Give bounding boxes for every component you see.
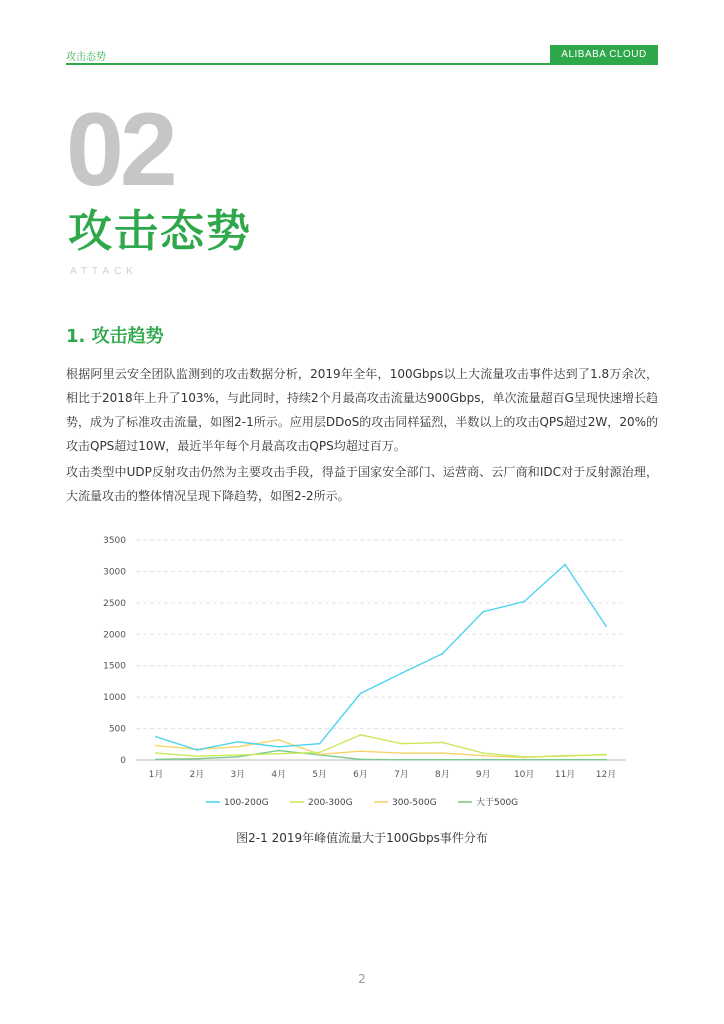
data-point bbox=[523, 601, 525, 603]
data-point bbox=[237, 754, 239, 756]
x-tick-label: 7月 bbox=[394, 770, 409, 780]
data-point bbox=[196, 758, 198, 760]
data-point bbox=[278, 739, 280, 741]
y-tick-label: 2000 bbox=[103, 630, 126, 641]
data-point bbox=[564, 564, 566, 566]
data-point bbox=[441, 653, 443, 655]
data-point bbox=[155, 752, 157, 754]
data-point bbox=[319, 752, 321, 754]
y-tick-label: 0 bbox=[120, 756, 126, 766]
data-point bbox=[482, 611, 484, 613]
data-point bbox=[605, 625, 607, 627]
y-tick-label: 1500 bbox=[103, 661, 126, 672]
data-point bbox=[523, 759, 525, 761]
header-divider bbox=[66, 63, 658, 65]
data-point bbox=[278, 746, 280, 748]
data-point bbox=[196, 749, 198, 751]
data-point bbox=[401, 743, 403, 745]
x-tick-label: 4月 bbox=[271, 770, 287, 780]
data-point bbox=[237, 756, 239, 758]
header-section-label: 攻击态势 bbox=[66, 52, 106, 63]
data-point bbox=[319, 743, 321, 745]
x-tick-label: 1月 bbox=[148, 770, 164, 780]
x-tick-label: 5月 bbox=[312, 770, 328, 780]
data-point bbox=[564, 755, 566, 757]
x-tick-label: 11月 bbox=[554, 770, 576, 780]
chapter-title: 攻击态势 bbox=[68, 206, 252, 257]
legend-label: 300-500G bbox=[392, 798, 437, 808]
data-point bbox=[605, 759, 607, 761]
body-paragraph-1: 根据阿里云安全团队监测到的攻击数据分析，2019年全年，100Gbps以上大流量攻击事件达到了1.8万余次，相比于2018年上升了103%，与此同时，持续2个月最高攻击流量达900Gbps，单次流量超百G呈现快速增长趋势，成为了标准攻击流量，如图2-1所示。应用层DDoS的攻击同样猛烈，半数以上的攻击QPS超过2W，20%的攻击QPS超过10W，最近半年每个月最高攻击QPS均超过百万。 bbox=[66, 367, 658, 453]
data-point bbox=[523, 756, 525, 758]
data-point bbox=[278, 750, 280, 752]
data-point bbox=[360, 734, 362, 736]
data-point bbox=[360, 750, 362, 752]
x-tick-label: 6月 bbox=[353, 770, 368, 780]
x-tick-label: 2月 bbox=[189, 770, 205, 780]
data-point bbox=[237, 746, 239, 748]
x-tick-label: 9月 bbox=[475, 770, 491, 780]
chart-container bbox=[86, 528, 646, 828]
series-line-1 bbox=[156, 565, 606, 750]
body-paragraph-2: 攻击类型中UDP反射攻击仍然为主要攻击手段，得益于国家安全部门、运营商、云厂商和IDC对于反射源治理，大流量攻击的整体情况呈现下降趋势，如图2-2所示。 bbox=[66, 465, 658, 503]
y-tick-label: 3500 bbox=[103, 536, 126, 546]
section-heading: 1. 攻击趋势 bbox=[66, 326, 164, 347]
data-point bbox=[155, 745, 157, 747]
x-tick-label: 10月 bbox=[513, 770, 535, 780]
data-point bbox=[401, 672, 403, 674]
chapter-number: 02 bbox=[66, 92, 174, 208]
data-point bbox=[482, 759, 484, 761]
figure-caption: 图2-1 2019年峰值流量大于100Gbps事件分布 bbox=[236, 831, 488, 845]
chapter-subtitle: ATTACK bbox=[70, 266, 138, 277]
data-point bbox=[564, 759, 566, 761]
data-point bbox=[237, 741, 239, 743]
series-line-2 bbox=[156, 735, 606, 757]
data-point bbox=[441, 742, 443, 744]
data-point bbox=[441, 752, 443, 754]
data-point bbox=[605, 753, 607, 755]
data-point bbox=[196, 755, 198, 757]
y-tick-label: 2500 bbox=[103, 598, 126, 609]
data-point bbox=[360, 758, 362, 760]
y-tick-label: 500 bbox=[108, 724, 126, 735]
data-point bbox=[155, 736, 157, 738]
data-point bbox=[155, 758, 157, 760]
page-number: 2 bbox=[358, 972, 366, 986]
data-point bbox=[441, 759, 443, 761]
x-tick-label: 12月 bbox=[595, 770, 617, 780]
data-point bbox=[278, 753, 280, 755]
line-chart bbox=[86, 528, 646, 828]
data-point bbox=[401, 752, 403, 754]
x-tick-label: 8月 bbox=[434, 770, 450, 780]
data-point bbox=[401, 759, 403, 761]
data-point bbox=[482, 755, 484, 757]
legend-label: 200-300G bbox=[308, 798, 353, 808]
data-point bbox=[319, 753, 321, 755]
x-tick-label: 3月 bbox=[230, 770, 246, 780]
legend-label: 100-200G bbox=[224, 798, 269, 808]
data-point bbox=[482, 752, 484, 754]
data-point bbox=[360, 692, 362, 694]
y-tick-label: 1000 bbox=[103, 693, 126, 704]
y-tick-label: 3000 bbox=[103, 567, 126, 578]
brand-tab: ALIBABA CLOUD bbox=[550, 45, 658, 64]
legend-label: 大于500G bbox=[476, 798, 519, 808]
